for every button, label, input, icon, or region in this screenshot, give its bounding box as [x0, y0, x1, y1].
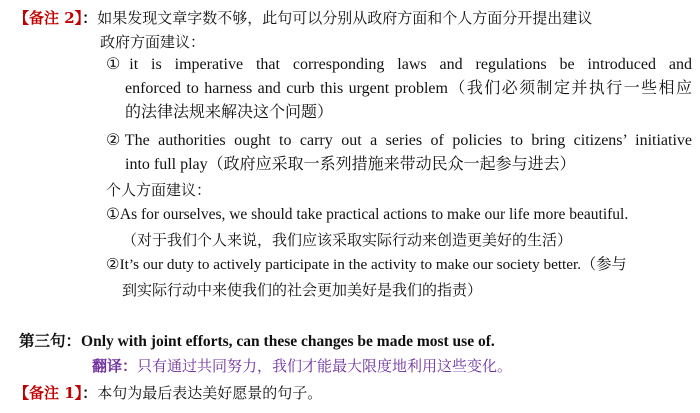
personal-item-1-line-2: （对于我们个人来说，我们应该采取实际行动来创造更美好的生活）	[122, 231, 573, 249]
note-2-text: 如果发现文章字数不够，此句可以分别从政府方面和个人方面分开提出建议	[97, 9, 593, 27]
gov-item-1-line-3: 的法律法规来解决这个问题）	[125, 104, 334, 121]
note-2-line	[14, 8, 592, 28]
note-1-colon: ：	[82, 384, 98, 402]
gov-item-1-line-1: ①it is imperative that corresponding laws and regulations be introduced and	[106, 56, 692, 73]
personal-item-2-line-2: 到实际行动中来使我们的社会更加美好是我们的指责）	[122, 281, 483, 299]
gov-item-2-line-1: ②The authorities ought to carry out a series of policies to bring citizens’ initiative	[106, 132, 692, 149]
personal-item-1-line-1: ①As for ourselves, we should take practical actions to make our life more beautiful.	[106, 206, 629, 223]
translation-text: 只有通过共同努力，我们才能最大限度地利用这些变化。	[137, 357, 513, 375]
note-1-tag: 【备注 1】	[14, 384, 83, 402]
note-2-tag: 【备注 2】	[14, 9, 83, 27]
note-1-line	[14, 383, 322, 403]
gov-heading: 政府方面建议：	[100, 33, 206, 51]
sentence-3-label: 第三句：	[19, 331, 82, 350]
personal-heading: 个人方面建议：	[106, 181, 212, 199]
sentence-3-text: Only with joint efforts, can these changes be made most use of.	[81, 333, 495, 350]
translation-label: 翻译：	[92, 357, 138, 375]
note-2-colon: ：	[82, 9, 98, 27]
note-1-text: 本句为最后表达美好愿景的句子。	[97, 384, 323, 402]
sentence-3-line	[19, 331, 495, 352]
gov-item-2-line-2: into full play（政府应采取一系列措施来带动民众一起参与进去）	[125, 156, 576, 173]
personal-item-2-line-1: ②It’s our duty to actively participate in the activity to make our society better.（参与	[106, 256, 627, 273]
translation-line	[92, 356, 512, 376]
gov-item-1-line-2: enforced to harness and curb this urgent problem（我们必须制定并执行一些相应	[125, 80, 692, 97]
